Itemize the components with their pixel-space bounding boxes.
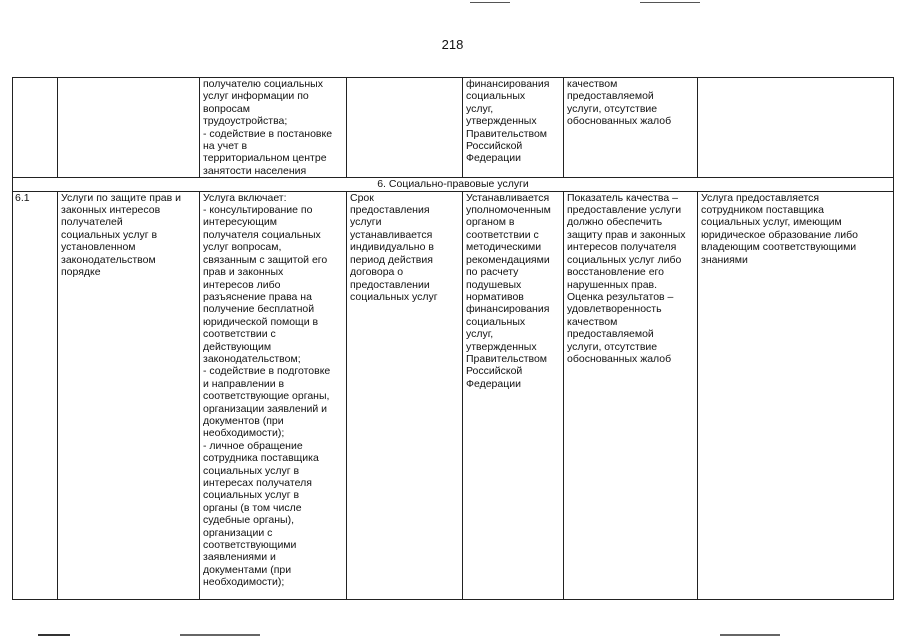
scan-mark-top-right	[640, 2, 700, 3]
service-content: Услуга включает: - консультирование по интересующим получателя социальных услуг вопросам, связанным с защитой его прав и законных интересов либо разъяснение права на получение бесплатной юридической помощи в соответствии с действующим законодательством; - содействие в подготовке и направлении в соответствующие органы, организации заявлений и документов (при необходимости); - личное обращение сотрудника поставщика социальных услуг в интересах получателя социальных услуг в органы (в том числе судебные органы), организации с соответствующими заявлениями и документами (при необходимости);	[200, 191, 347, 599]
page-number: 218	[441, 37, 464, 52]
service-norm: Устанавливается уполномоченным органом в соответствии с методическими рекомендациями по расчету подушевых нормативов финансирования социальных услуг, утвержденных Правительством Российской Федерации	[463, 191, 564, 599]
cell-service-conditions	[698, 78, 894, 178]
cell-service-content: получателю социальных услуг информации по вопросам трудоустройства; - содействие в постановке на учет в территориальном центре занятости населения	[200, 78, 347, 178]
scan-mark-bottom	[180, 634, 260, 636]
cell-service-quality: качеством предоставляемой услуги, отсутствие обоснованных жалоб	[564, 78, 698, 178]
cell-service-norm: финансирования социальных услуг, утвержденных Правительством Российской Федерации	[463, 78, 564, 178]
service-row	[13, 191, 894, 599]
continued-row	[13, 78, 894, 178]
section-title: 6. Социально-правовые услуги	[13, 178, 894, 191]
scan-mark-top	[470, 2, 510, 3]
scan-mark-bottom-left	[38, 634, 70, 636]
service-conditions: Услуга предоставляется сотрудником поставщика социальных услуг, имеющим юридическое образование либо владеющим соответствующими знаниями	[698, 191, 894, 599]
section-row	[13, 178, 894, 191]
cell-number	[13, 78, 58, 178]
service-term: Срок предоставления услуги устанавливается индивидуально в период действия договора о предоставлении социальных услуг	[347, 191, 463, 599]
service-number: 6.1	[13, 191, 58, 599]
cell-service-name	[58, 78, 200, 178]
service-name: Услуги по защите прав и законных интересов получателей социальных услуг в установленном законодательством порядке	[58, 191, 200, 599]
services-table	[12, 77, 894, 600]
scan-mark-bottom-right	[720, 634, 780, 636]
service-quality: Показатель качества – предоставление услуги должно обеспечить защиту прав и законных интересов получателя социальных услуг либо восстановление его нарушенных прав. Оценка результатов – удовлетворенность качеством предоставляемой услуги, отсутствие обоснованных жалоб	[564, 191, 698, 599]
cell-service-term	[347, 78, 463, 178]
